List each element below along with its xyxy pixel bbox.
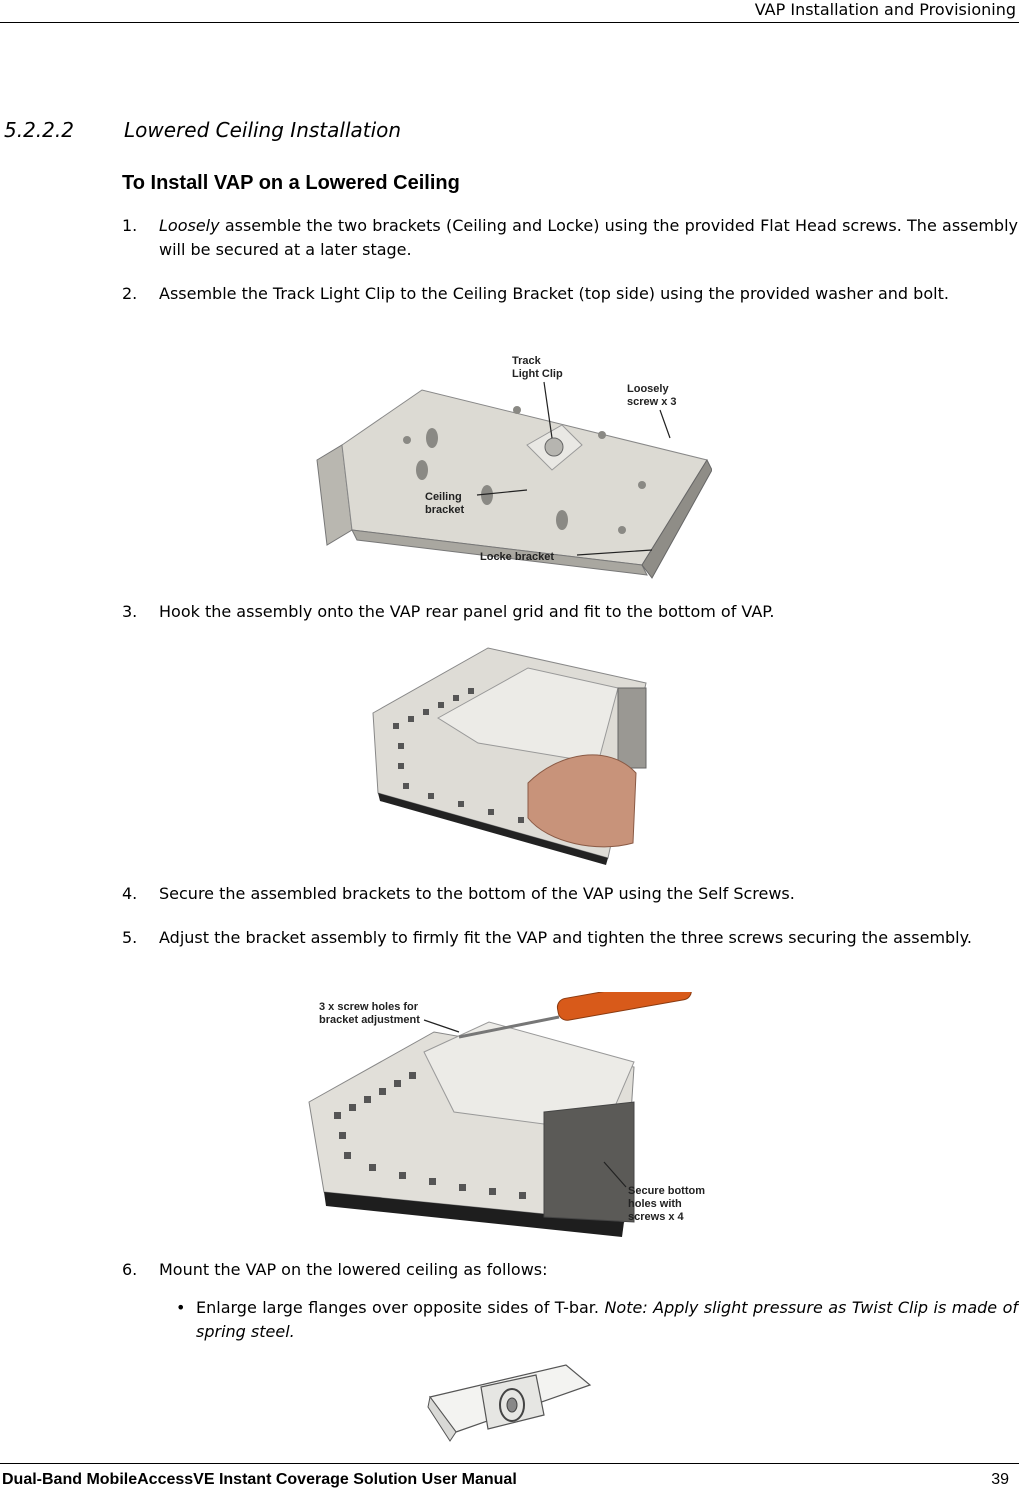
step-number: 5.: [122, 928, 138, 947]
step-text: Hook the assembly onto the VAP rear panel grid and fit to the bottom of VAP.: [159, 602, 775, 621]
step-4: [122, 882, 1018, 906]
bracket-assembly-figure: [312, 350, 712, 582]
step-number: 1.: [122, 216, 138, 235]
section-number: 5.2.2.2: [4, 118, 74, 142]
callout-holes-2: bracket adjustment: [319, 1014, 420, 1026]
bullet-main: Enlarge large flanges over opposite sides of T-bar.: [196, 1298, 605, 1317]
step-text-rest: assemble the two brackets (Ceiling and Locke) using the provided Flat Head screws. The assembly will be secured at a later stage.: [159, 216, 1018, 259]
callout-track-2: Light Clip: [512, 368, 563, 380]
callout-secure-2: holes with: [628, 1198, 682, 1210]
bullet-note: Note: Apply slight pressure as Twist Clip is made of spring steel.: [196, 1298, 1018, 1341]
callout-locke: Locke bracket: [480, 551, 554, 563]
procedure-title: To Install VAP on a Lowered Ceiling: [122, 172, 460, 194]
step-3: [122, 600, 1018, 624]
step-5: [122, 926, 1018, 950]
twist-clip-figure: [426, 1357, 594, 1445]
screw-adjustment-figure: [304, 992, 716, 1242]
callout-ceiling-2: bracket: [425, 504, 465, 516]
callout-loosely-2: screw x 3: [627, 396, 677, 408]
callout-secure-3: screws x 4: [628, 1211, 684, 1223]
section-title: Lowered Ceiling Installation: [124, 118, 402, 142]
header-divider: [0, 22, 1019, 23]
page-number: 39: [991, 1471, 1009, 1488]
bullet-dot: •: [176, 1298, 186, 1317]
callout-holes: 3 x screw holes for: [319, 1001, 419, 1013]
callout-secure: Secure bottom: [628, 1185, 706, 1197]
step-number: 4.: [122, 884, 138, 903]
callout-ceiling: Ceiling: [425, 491, 462, 503]
step-1: [122, 214, 1018, 262]
step-number: 3.: [122, 602, 138, 621]
step-text: [159, 214, 1018, 262]
bullet-text: [196, 1296, 1018, 1344]
footer-divider: [0, 1463, 1019, 1464]
callout-loosely: Loosely: [627, 383, 669, 395]
step-text: Adjust the bracket assembly to firmly fit the VAP and tighten the three screws securing the assembly.: [159, 928, 972, 947]
step-emphasis: Loosely: [159, 216, 220, 235]
step-6: [122, 1258, 1018, 1282]
step-number: 6.: [122, 1260, 138, 1279]
step-text: Assemble the Track Light Clip to the Ceiling Bracket (top side) using the provided washer and bolt.: [159, 284, 949, 303]
bullet-item: [176, 1296, 1018, 1344]
step-number: 2.: [122, 284, 138, 303]
step-text: Secure the assembled brackets to the bottom of the VAP using the Self Screws.: [159, 884, 795, 903]
step-2: [122, 282, 1018, 306]
footer-title: Dual-Band MobileAccessVE Instant Coverage Solution User Manual: [2, 1471, 517, 1488]
page-header-title: VAP Installation and Provisioning: [754, 0, 1016, 19]
vap-hook-figure: [368, 643, 650, 865]
step-text: Mount the VAP on the lowered ceiling as follows:: [159, 1260, 548, 1279]
callout-track: Track: [512, 355, 541, 367]
